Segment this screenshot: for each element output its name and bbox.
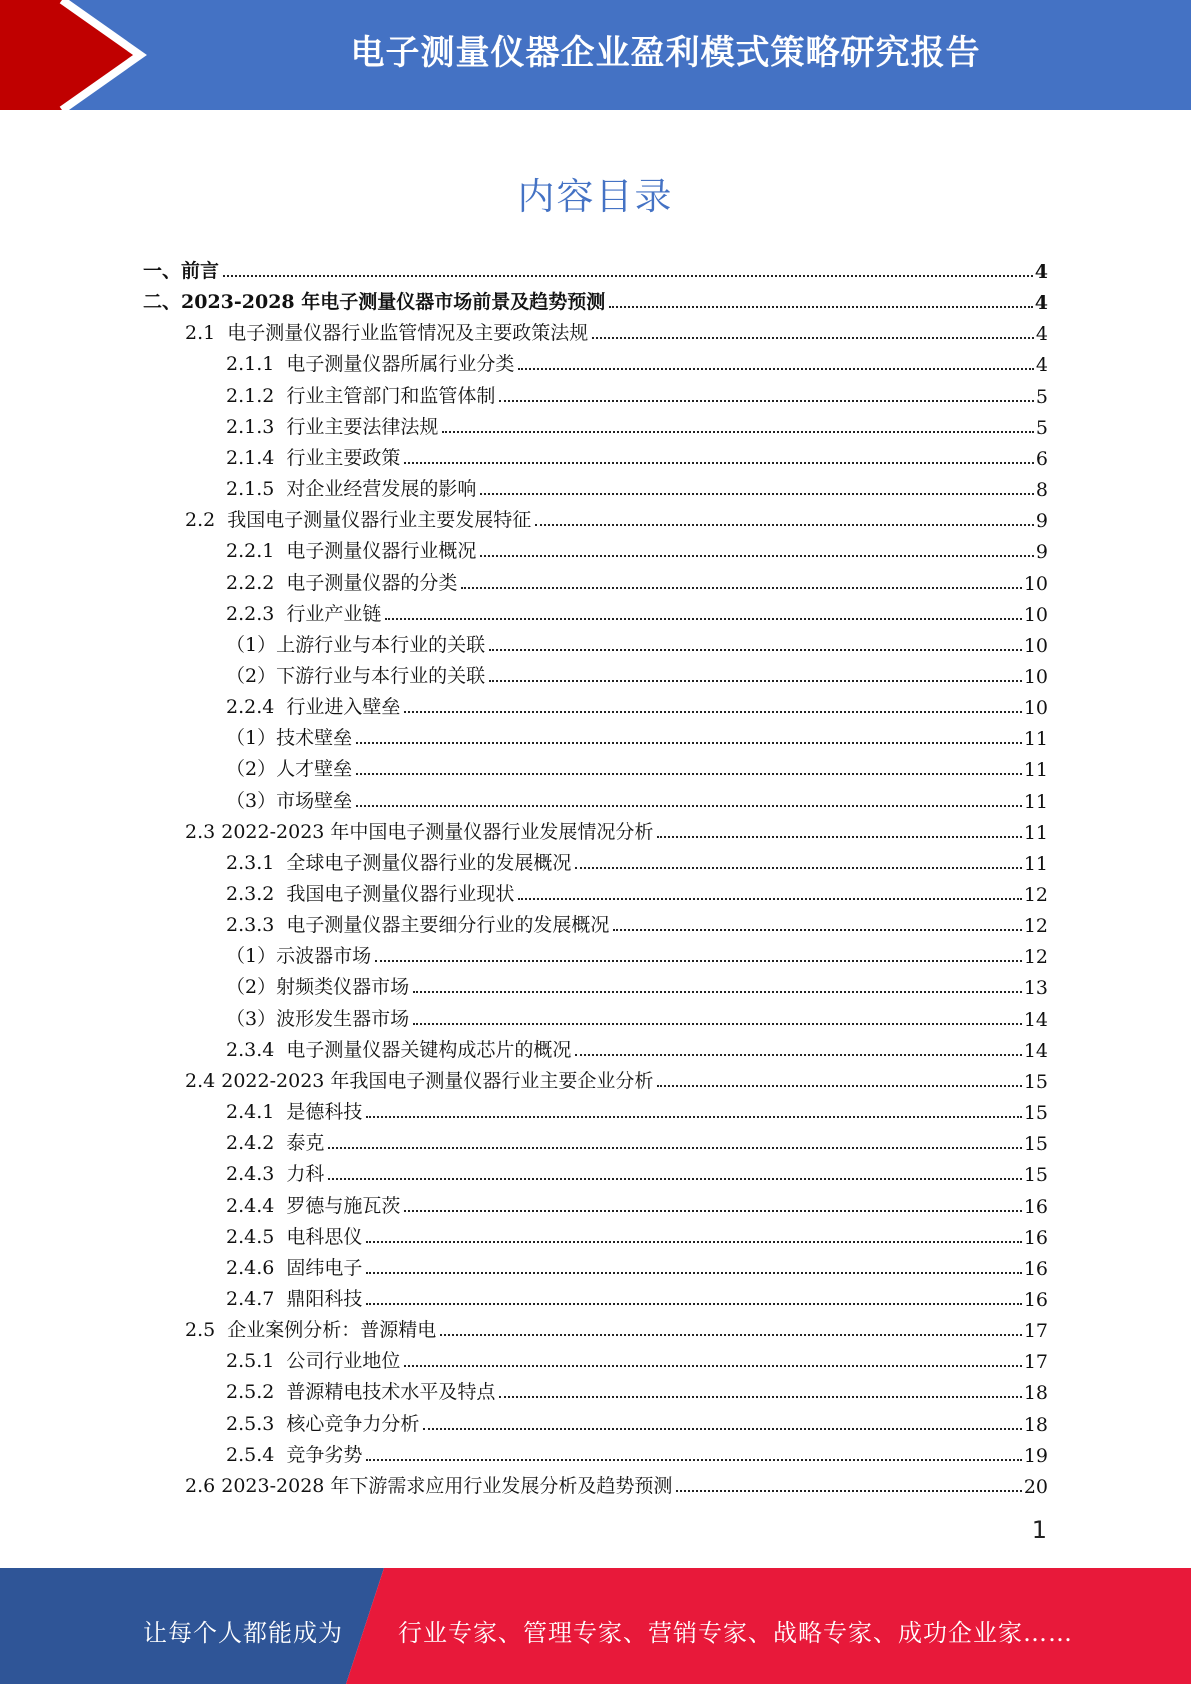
toc-entry[interactable] <box>226 938 1048 968</box>
toc-entry-label: 2.2.4 行业进入壁垒 <box>226 696 401 719</box>
toc-entry-label: （3）市场壁垒 <box>226 789 353 812</box>
toc-entry[interactable] <box>226 876 1048 906</box>
toc-dot-leader <box>423 1428 1021 1430</box>
toc-entry[interactable] <box>185 1312 1048 1342</box>
toc-entry-label: 2.4.2 泰克 <box>226 1132 325 1155</box>
toc-entry-page: 18 <box>1023 1413 1048 1436</box>
toc-dot-leader <box>440 1334 1022 1336</box>
toc-entry[interactable] <box>226 658 1048 688</box>
toc-entry[interactable] <box>226 471 1048 501</box>
toc-dot-leader <box>223 275 1033 277</box>
toc-entry-page: 18 <box>1023 1382 1048 1405</box>
toc-dot-leader <box>499 400 1033 402</box>
toc-entry[interactable] <box>226 533 1048 563</box>
toc-entry[interactable] <box>226 1094 1048 1124</box>
toc-entry-label: 2.1.2 行业主管部门和监管体制 <box>226 384 496 407</box>
toc-entry[interactable] <box>226 1250 1048 1280</box>
toc-dot-leader <box>328 1178 1021 1180</box>
toc-entry-page: 5 <box>1035 385 1048 408</box>
toc-entry-label: （2）射频类仪器市场 <box>226 976 410 999</box>
toc-dot-leader <box>366 1459 1021 1461</box>
page-header <box>0 0 1191 110</box>
toc-entry-label: 2.4.4 罗德与施瓦茨 <box>226 1194 401 1217</box>
toc-entry-page: 4 <box>1035 323 1048 346</box>
toc-entry-page: 11 <box>1023 759 1048 782</box>
toc-entry-page: 20 <box>1023 1475 1048 1498</box>
toc-entry[interactable] <box>226 689 1048 719</box>
toc-entry[interactable] <box>226 1001 1048 1031</box>
toc-entry[interactable] <box>226 346 1048 376</box>
toc-entry-page: 10 <box>1023 572 1048 595</box>
header-arrow-graphic <box>0 0 150 110</box>
toc-entry-label: （1）技术壁垒 <box>226 727 353 750</box>
toc-dot-leader <box>366 1303 1021 1305</box>
report-title: 电子测量仪器企业盈利模式策略研究报告 <box>350 33 981 73</box>
toc-dot-leader <box>480 493 1033 495</box>
toc-entry[interactable] <box>143 253 1048 283</box>
toc-entry[interactable] <box>185 1468 1048 1498</box>
toc-entry[interactable] <box>226 1281 1048 1311</box>
toc-entry[interactable] <box>226 1156 1048 1186</box>
toc-dot-leader <box>657 836 1021 838</box>
toc-entry[interactable] <box>226 440 1048 470</box>
toc-entry[interactable] <box>226 783 1048 813</box>
toc-entry-label: 2.2.1 电子测量仪器行业概况 <box>226 540 477 563</box>
toc-entry-page: 4 <box>1034 261 1048 283</box>
toc-entry-page: 6 <box>1035 447 1048 470</box>
toc-entry-page: 13 <box>1023 977 1048 1000</box>
toc-entry-label: 2.5.1 公司行业地位 <box>226 1350 401 1373</box>
toc-entry-page: 17 <box>1023 1351 1048 1374</box>
toc-entry[interactable] <box>226 1125 1048 1155</box>
toc-entry-page: 15 <box>1023 1070 1048 1093</box>
toc-dot-leader <box>356 805 1022 807</box>
toc-dot-leader <box>442 431 1033 433</box>
toc-entry-page: 9 <box>1035 510 1048 533</box>
toc-entry-page: 16 <box>1023 1288 1048 1311</box>
toc-entry[interactable] <box>226 627 1048 657</box>
toc-dot-leader <box>366 1116 1021 1118</box>
toc-dot-leader <box>613 929 1021 931</box>
toc-entry-label: 2.3.2 我国电子测量仪器行业现状 <box>226 883 515 905</box>
toc-entry-page: 5 <box>1035 416 1048 439</box>
toc-dot-leader <box>404 711 1021 713</box>
toc-entry-page: 10 <box>1023 665 1048 688</box>
toc-entry-page: 11 <box>1023 821 1048 844</box>
toc-entry[interactable] <box>226 409 1048 439</box>
toc-entry-label: 2.2 我国电子测量仪器行业主要发展特征 <box>185 509 532 532</box>
toc-dot-leader <box>366 1241 1021 1243</box>
page-number: 1 <box>1031 1516 1047 1544</box>
toc-entry-label: （2）下游行业与本行业的关联 <box>226 664 486 687</box>
toc-entry-page: 12 <box>1023 884 1048 906</box>
toc-entry[interactable] <box>185 315 1048 345</box>
toc-entry-label: 2.5 企业案例分析：普源精电 <box>185 1319 437 1342</box>
toc-entry[interactable] <box>226 907 1048 937</box>
toc-entry-label: 2.3.4 电子测量仪器关键构成芯片的概况 <box>226 1038 572 1061</box>
toc-dot-leader <box>657 1085 1021 1087</box>
toc-entry-page: 15 <box>1023 1133 1048 1156</box>
toc-dot-leader <box>404 1365 1021 1367</box>
toc-entry-label: 2.4 2022-2023 年我国电子测量仪器行业主要企业分析 <box>185 1069 654 1092</box>
toc-dot-leader <box>609 306 1033 308</box>
toc-entry-label: 2.3.3 电子测量仪器主要细分行业的发展概况 <box>226 914 610 937</box>
toc-dot-leader <box>356 742 1022 744</box>
toc-entry[interactable] <box>226 969 1048 999</box>
toc-entry-page: 11 <box>1023 728 1048 751</box>
toc-entry[interactable] <box>226 378 1048 408</box>
toc-entry-page: 10 <box>1023 697 1048 720</box>
toc-entry[interactable] <box>226 1032 1048 1062</box>
toc-entry[interactable] <box>143 284 1048 314</box>
toc-entry[interactable] <box>226 1406 1048 1436</box>
toc-entry[interactable] <box>185 814 1048 844</box>
toc-entry-page: 8 <box>1035 479 1048 502</box>
toc-entry-page: 16 <box>1023 1226 1048 1249</box>
footer-slogan-left: 让每个人都能成为 <box>143 1619 343 1647</box>
toc-entry[interactable] <box>226 596 1048 626</box>
toc-entry-page: 12 <box>1023 946 1048 969</box>
toc-entry-page: 10 <box>1023 603 1048 626</box>
toc-entry-label: 2.1 电子测量仪器行业监管情况及主要政策法规 <box>185 322 589 345</box>
toc-dot-leader <box>366 1272 1021 1274</box>
footer-slogan-right: 行业专家、管理专家、营销专家、战略专家、成功企业家…… <box>398 1619 1073 1647</box>
toc-entry-label: 一、前言 <box>143 260 220 282</box>
toc-entry-label: 2.2.3 行业产业链 <box>226 602 382 625</box>
toc-dot-leader <box>461 587 1021 589</box>
toc-dot-leader <box>489 649 1022 651</box>
toc-dot-leader <box>676 1490 1021 1492</box>
toc-entry-label: （3）波形发生器市场 <box>226 1007 410 1030</box>
toc-dot-leader <box>413 1023 1022 1025</box>
toc-dot-leader <box>375 960 1022 962</box>
toc-entry-page: 16 <box>1023 1257 1048 1280</box>
toc-entry[interactable] <box>226 1188 1048 1218</box>
toc-entry-label: 2.1.3 行业主要法律法规 <box>226 415 439 438</box>
toc-dot-leader <box>385 618 1021 620</box>
toc-entry-page: 17 <box>1023 1320 1048 1343</box>
toc-entry-page: 10 <box>1023 634 1048 657</box>
toc-dot-leader <box>592 337 1034 339</box>
toc-entry-label: （2）人才壁垒 <box>226 758 353 781</box>
toc-entry-label: 2.1.1 电子测量仪器所属行业分类 <box>226 353 515 376</box>
toc-entry[interactable] <box>185 1063 1048 1093</box>
toc-entry-label: （1）上游行业与本行业的关联 <box>226 633 486 656</box>
toc-heading: 内容目录 <box>517 175 674 218</box>
toc-entry-page: 12 <box>1023 915 1048 938</box>
toc-dot-leader <box>535 524 1034 526</box>
toc-entry-label: 2.1.4 行业主要政策 <box>226 446 401 469</box>
toc-entry-label: 2.6 2023-2028 年下游需求应用行业发展分析及趋势预测 <box>185 1474 673 1497</box>
toc-entry-label: 2.5.3 核心竞争力分析 <box>226 1412 420 1435</box>
toc-entry-label: 二、2023-2028 年电子测量仪器市场前景及趋势预测 <box>143 291 606 314</box>
toc-entry-label: 2.2.2 电子测量仪器的分类 <box>226 571 458 594</box>
toc-entry-page: 11 <box>1023 790 1048 813</box>
toc-entry-label: 2.4.1 是德科技 <box>226 1101 363 1124</box>
toc-entry-page: 4 <box>1035 354 1048 377</box>
toc-dot-leader <box>575 1054 1021 1056</box>
toc-entry-page: 4 <box>1034 292 1048 315</box>
toc-entry[interactable] <box>226 1374 1048 1404</box>
toc-entry-label: 2.4.3 力科 <box>226 1163 325 1186</box>
toc-dot-leader <box>328 1147 1021 1149</box>
toc-dot-leader <box>480 555 1033 557</box>
toc-dot-leader <box>356 773 1022 775</box>
toc-entry-page: 9 <box>1035 541 1048 564</box>
toc-entry-label: 2.5.4 竞争劣势 <box>226 1443 363 1466</box>
toc-entry-label: 2.4.6 固纬电子 <box>226 1256 363 1279</box>
toc-entry-page: 14 <box>1023 1008 1048 1031</box>
toc-entry[interactable] <box>226 720 1048 750</box>
toc-entry-page: 14 <box>1023 1039 1048 1062</box>
toc-dot-leader <box>404 462 1033 464</box>
toc-entry-label: （1）示波器市场 <box>226 945 372 968</box>
toc-entry-page: 11 <box>1023 852 1048 875</box>
toc-entry-label: 2.4.7 鼎阳科技 <box>226 1287 363 1310</box>
toc-dot-leader <box>518 898 1021 900</box>
toc-entry-page: 16 <box>1023 1195 1048 1218</box>
toc-entry-page: 15 <box>1023 1102 1048 1125</box>
toc-entry[interactable] <box>226 1219 1048 1249</box>
toc-entry-label: 2.1.5 对企业经营发展的影响 <box>226 478 477 501</box>
toc-entry-label: 2.3.1 全球电子测量仪器行业的发展概况 <box>226 851 572 874</box>
toc-entry[interactable] <box>226 845 1048 875</box>
toc-dot-leader <box>499 1396 1021 1398</box>
toc-entry-label: 2.3 2022-2023 年中国电子测量仪器行业发展情况分析 <box>185 820 654 843</box>
toc-dot-leader <box>518 368 1033 370</box>
toc-entry[interactable] <box>185 502 1048 532</box>
toc-entry-label: 2.5.2 普源精电技术水平及特点 <box>226 1381 496 1404</box>
toc-entry[interactable] <box>226 565 1048 595</box>
toc-entry-label: 2.4.5 电科思仪 <box>226 1225 363 1248</box>
toc-dot-leader <box>575 867 1021 869</box>
toc-dot-leader <box>489 680 1022 682</box>
toc-dot-leader <box>404 1210 1021 1212</box>
toc-entry-page: 15 <box>1023 1164 1048 1187</box>
toc-entry[interactable] <box>226 751 1048 781</box>
toc-entry-page: 19 <box>1023 1444 1048 1467</box>
toc-entry[interactable] <box>226 1343 1048 1373</box>
toc-entry[interactable] <box>226 1437 1048 1467</box>
toc-dot-leader <box>413 991 1022 993</box>
